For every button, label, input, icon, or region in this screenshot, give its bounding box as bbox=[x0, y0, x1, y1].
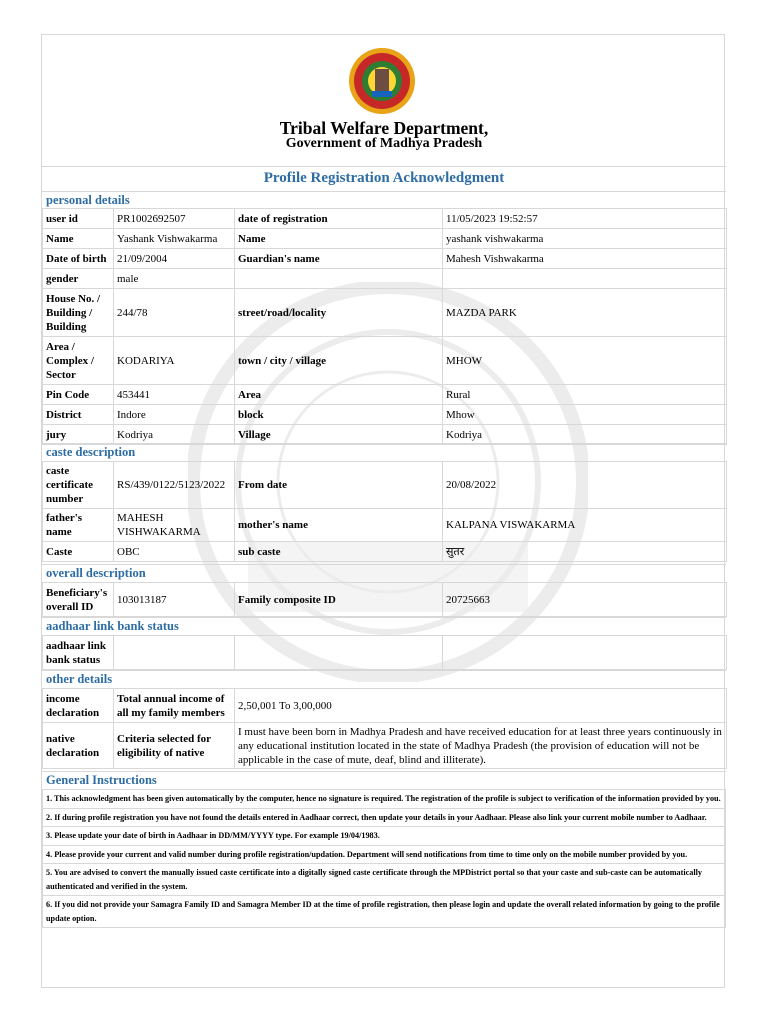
department-name: Tribal Welfare Department, bbox=[279, 118, 489, 138]
mother-name-label: mother's name bbox=[235, 509, 443, 542]
mp-state-emblem-icon bbox=[348, 47, 416, 115]
table-row bbox=[43, 583, 727, 617]
beneficiary-id-label: Beneficiary's overall ID bbox=[43, 583, 114, 617]
district-value: Indore bbox=[114, 405, 235, 425]
table-row bbox=[43, 269, 727, 289]
overall-table bbox=[42, 582, 727, 617]
native-declaration-label: native declaration bbox=[43, 723, 114, 769]
income-value: 2,50,001 To 3,00,000 bbox=[235, 689, 727, 723]
street-label: street/road/locality bbox=[235, 289, 443, 337]
jury-value: Kodriya bbox=[114, 425, 235, 445]
block-value: Mhow bbox=[443, 405, 727, 425]
table-row bbox=[43, 405, 727, 425]
table-row bbox=[43, 209, 727, 229]
dob-label: Date of birth bbox=[43, 249, 114, 269]
name-value: Yashank Vishwakarma bbox=[114, 229, 235, 249]
table-row bbox=[43, 229, 727, 249]
gender-label: gender bbox=[43, 269, 114, 289]
gender-value: male bbox=[114, 269, 235, 289]
section-caste-description: caste description bbox=[42, 443, 726, 461]
caste-table bbox=[42, 461, 727, 562]
other-details-table bbox=[42, 688, 727, 769]
table-row bbox=[43, 462, 727, 509]
village-value: Kodriya bbox=[443, 425, 727, 445]
pin-label: Pin Code bbox=[43, 385, 114, 405]
list-item bbox=[43, 864, 726, 896]
personal-details-table bbox=[42, 208, 727, 445]
caste-label: Caste bbox=[43, 542, 114, 562]
instruction-4: 4. Please provide your current and valid number during profile registration/updation. Department will send notifications from time to time only on the mobile number provided by you. bbox=[43, 845, 726, 864]
list-item bbox=[43, 790, 726, 809]
house-value: 244/78 bbox=[114, 289, 235, 337]
list-item bbox=[43, 808, 726, 827]
area-value: KODARIYA bbox=[114, 337, 235, 385]
from-date-label: From date bbox=[235, 462, 443, 509]
town-value: MHOW bbox=[443, 337, 727, 385]
family-id-value: 20725663 bbox=[443, 583, 727, 617]
area-type-value: Rural bbox=[443, 385, 727, 405]
page-title: Profile Registration Acknowledgment bbox=[263, 170, 505, 186]
list-item bbox=[43, 845, 726, 864]
block-label: block bbox=[235, 405, 443, 425]
house-label: House No. / Building / Building bbox=[43, 289, 114, 337]
father-name-value: MAHESH VISHWAKARMA bbox=[114, 509, 235, 542]
table-row bbox=[43, 509, 727, 542]
table-row bbox=[43, 385, 727, 405]
caste-certificate-label: caste certificate number bbox=[43, 462, 114, 509]
section-overall-description: overall description bbox=[42, 564, 726, 582]
table-row bbox=[43, 249, 727, 269]
beneficiary-id-value: 103013187 bbox=[114, 583, 235, 617]
from-date-value: 20/08/2022 bbox=[443, 462, 727, 509]
registration-date-label: date of registration bbox=[235, 209, 443, 229]
income-declaration-label: income declaration bbox=[43, 689, 114, 723]
caste-certificate-value: RS/439/0122/5123/2022 bbox=[114, 462, 235, 509]
village-label: Village bbox=[235, 425, 443, 445]
aadhaar-status-label: aadhaar link bank status bbox=[43, 636, 114, 670]
table-row bbox=[43, 425, 727, 445]
caste-value: OBC bbox=[114, 542, 235, 562]
income-question: Total annual income of all my family members bbox=[114, 689, 235, 723]
name2-label: Name bbox=[235, 229, 443, 249]
jury-label: jury bbox=[43, 425, 114, 445]
user-id-value: PR1002692507 bbox=[114, 209, 235, 229]
instruction-1: 1. This acknowledgment has been given automatically by the computer, hence no signature is required. The registration of the profile is subject to verification of the information provided by you. bbox=[43, 790, 726, 809]
family-id-label: Family composite ID bbox=[235, 583, 443, 617]
table-row bbox=[43, 542, 727, 562]
district-label: District bbox=[43, 405, 114, 425]
table-row bbox=[43, 723, 727, 769]
list-item bbox=[43, 896, 726, 928]
sub-caste-label: sub caste bbox=[235, 542, 443, 562]
government-name: Government of Madhya Pradesh bbox=[285, 136, 483, 151]
instruction-6: 6. If you did not provide your Samagra Family ID and Samagra Member ID at the time of profile registration, then please login and update the overall related information by going to the profile update option. bbox=[43, 896, 726, 928]
instructions-table bbox=[42, 789, 726, 928]
father-name-label: father's name bbox=[43, 509, 114, 542]
section-personal-details: personal details bbox=[42, 191, 726, 209]
table-row bbox=[43, 689, 727, 723]
native-value: I must have been born in Madhya Pradesh and have received education for at least three years continuously in any educational institution located in the state of Madhya Pradesh (the provision of education will not be applicable in the case of mute, deaf, blind and illiterate). bbox=[235, 723, 727, 769]
instruction-5: 5. You are advised to convert the manually issued caste certificate into a digitally signed caste certificate through the MPDistrict portal so that your caste and sub-caste can be automatically authenticated and verified in the system. bbox=[43, 864, 726, 896]
name-label: Name bbox=[43, 229, 114, 249]
pin-value: 453441 bbox=[114, 385, 235, 405]
user-id-label: user id bbox=[43, 209, 114, 229]
section-other-details: other details bbox=[42, 670, 726, 688]
dob-value: 21/09/2004 bbox=[114, 249, 235, 269]
town-label: town / city / village bbox=[235, 337, 443, 385]
guardian-label: Guardian's name bbox=[235, 249, 443, 269]
section-general-instructions: General Instructions bbox=[42, 771, 726, 789]
registration-date-value: 11/05/2023 19:52:57 bbox=[443, 209, 727, 229]
header-divider bbox=[42, 166, 726, 167]
list-item bbox=[43, 827, 726, 846]
guardian-value: Mahesh Vishwakarma bbox=[443, 249, 727, 269]
sub-caste-value: सुतर bbox=[443, 542, 727, 562]
native-question: Criteria selected for eligibility of native bbox=[114, 723, 235, 769]
area-type-label: Area bbox=[235, 385, 443, 405]
instruction-3: 3. Please update your date of birth in Aadhaar in DD/MM/YYYY type. For example 19/04/1983. bbox=[43, 827, 726, 846]
mother-name-value: KALPANA VISWAKARMA bbox=[443, 509, 727, 542]
name2-value: yashank vishwakarma bbox=[443, 229, 727, 249]
instruction-2: 2. If during profile registration you have not found the details entered in Aadhaar correct, then update your details in your Aadhaar. Please also link your current mobile number to Aadhaar. bbox=[43, 808, 726, 827]
aadhaar-table bbox=[42, 635, 727, 670]
table-row bbox=[43, 289, 727, 337]
area-label: Area / Complex / Sector bbox=[43, 337, 114, 385]
street-value: MAZDA PARK bbox=[443, 289, 727, 337]
table-row bbox=[43, 636, 727, 670]
section-aadhaar-link-bank-status: aadhaar link bank status bbox=[42, 617, 726, 635]
table-row bbox=[43, 337, 727, 385]
